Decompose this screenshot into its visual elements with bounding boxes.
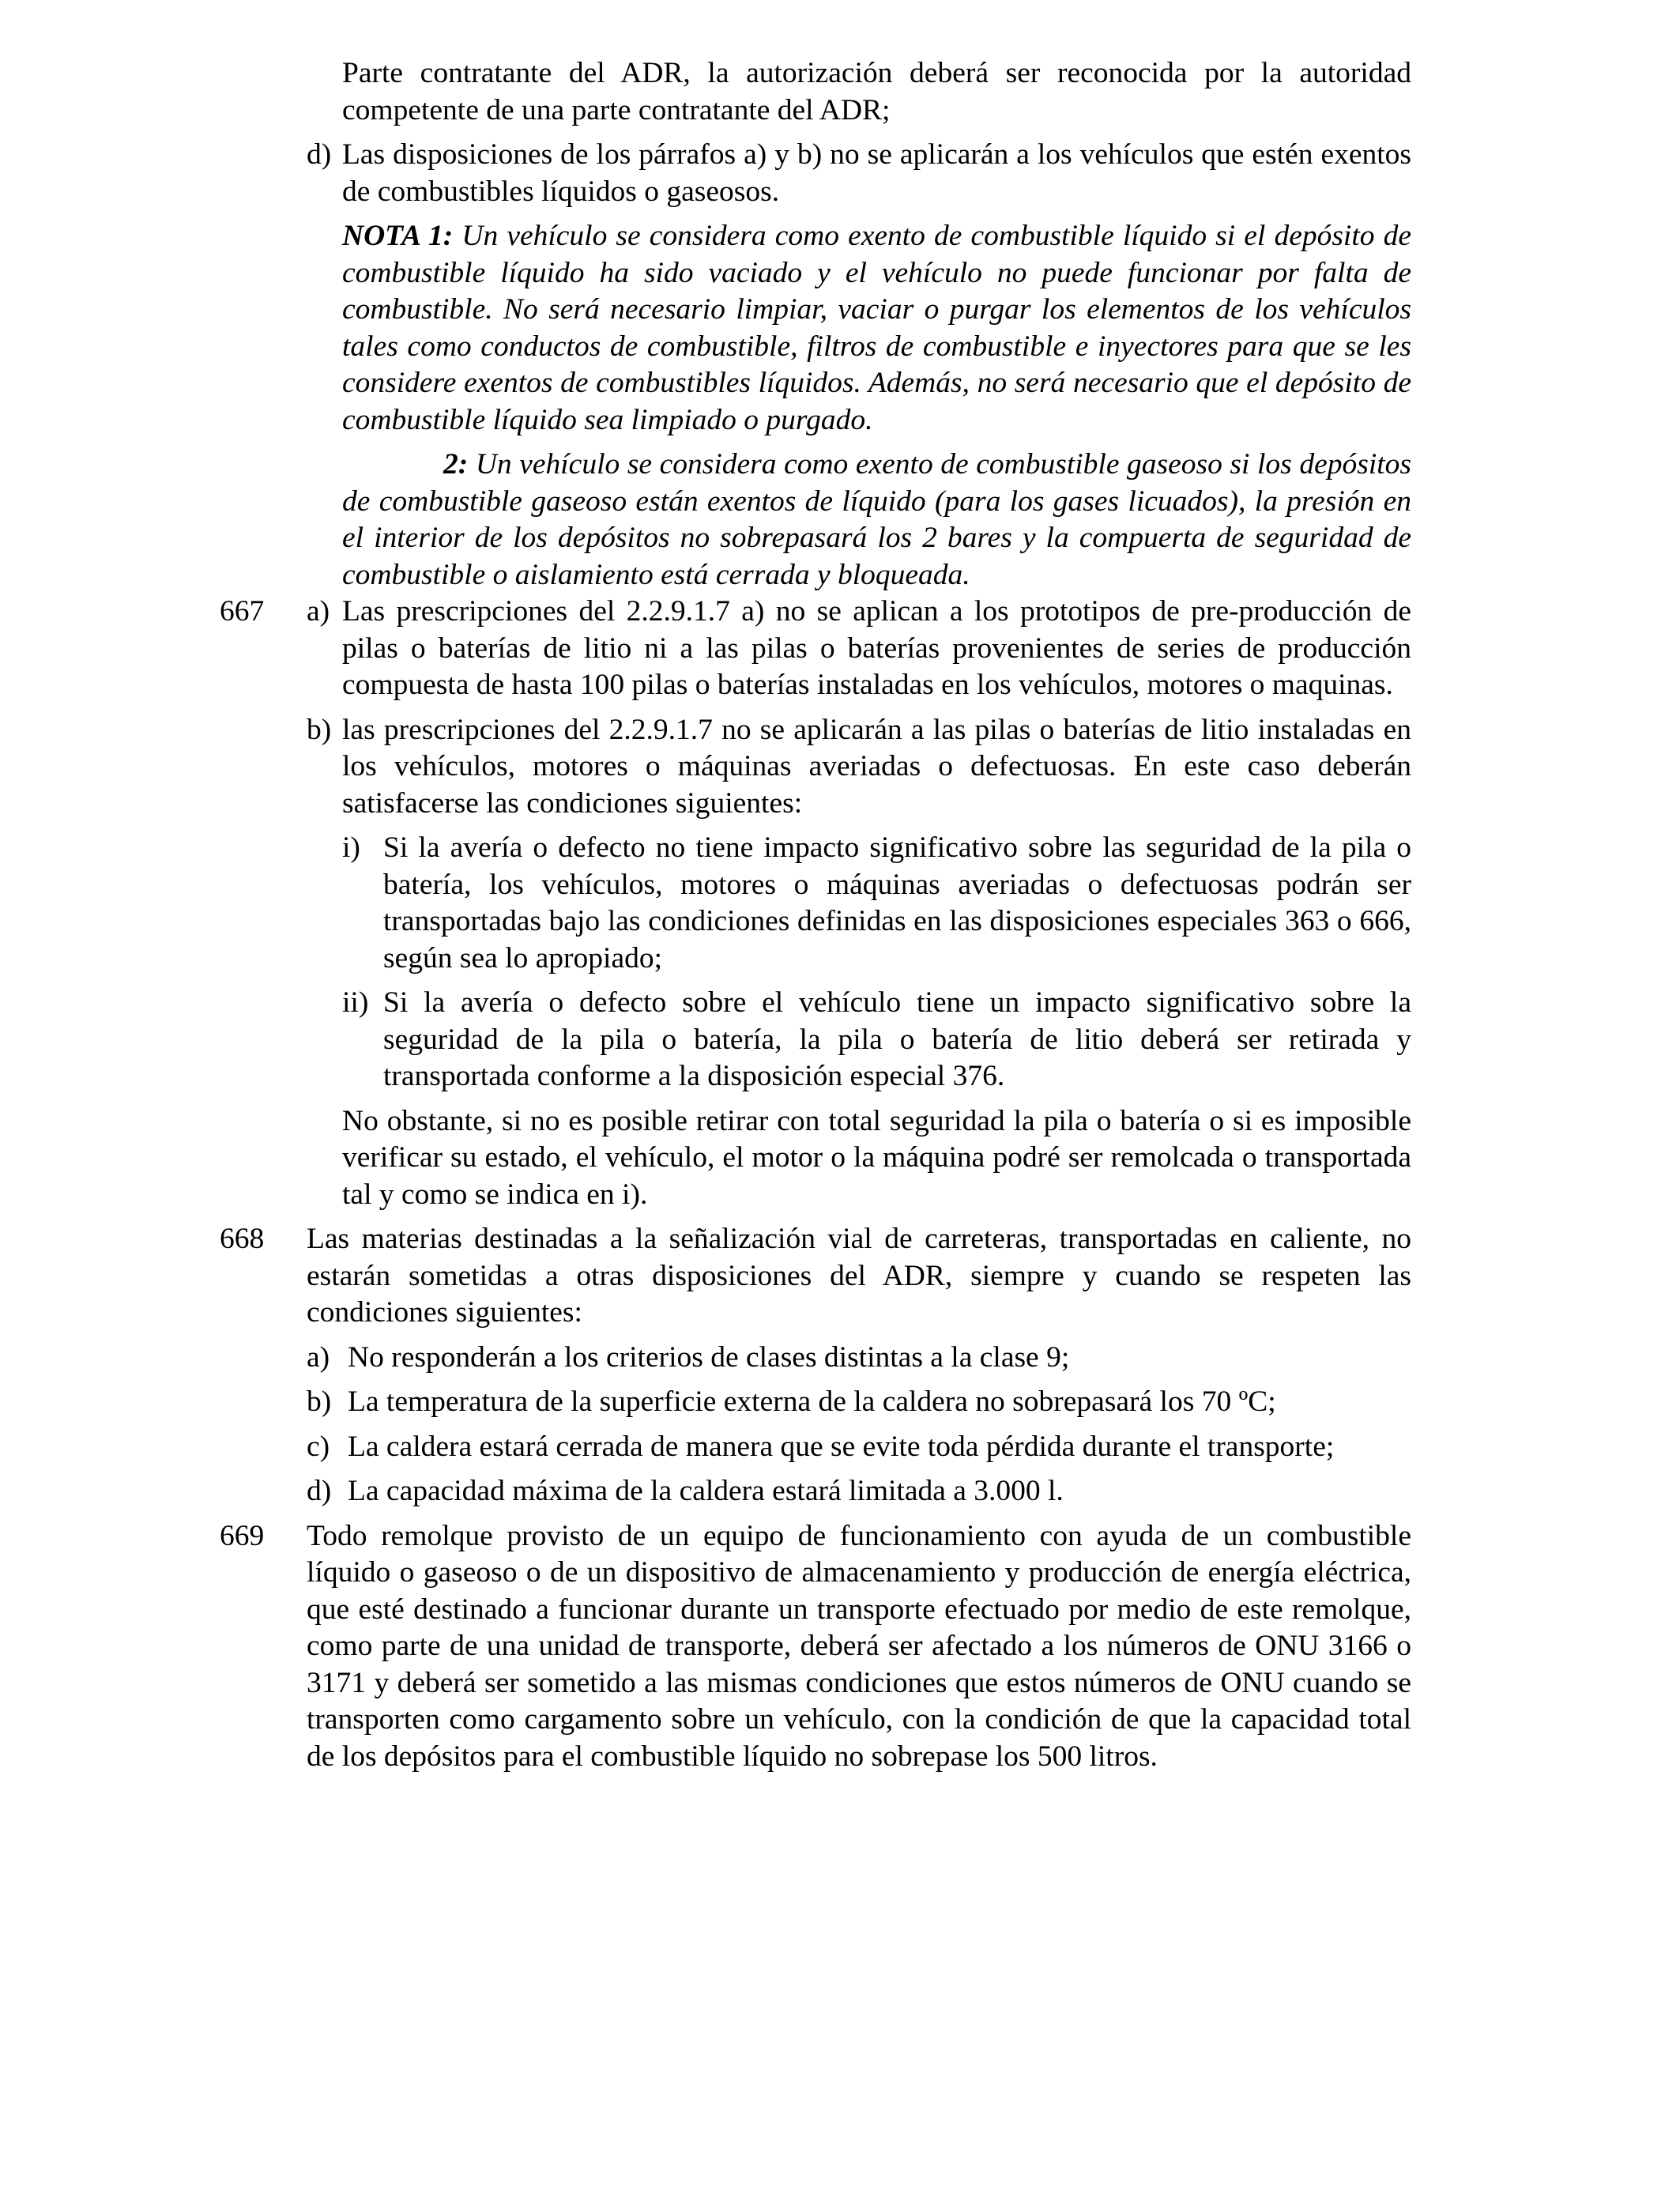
note-2 bbox=[342, 447, 1411, 594]
note-1 bbox=[342, 218, 1411, 439]
provision-668 bbox=[220, 1221, 1411, 1510]
provision-667-item-i-label: i) bbox=[342, 831, 360, 864]
provision-667-item-i bbox=[342, 830, 1411, 977]
note-1-text: Un vehículo se considera como exento de combustible líquido si el depósito de combustible líquido ha sido vaciado y el vehículo no puede funcionar por falta de combustible. No será necesario limpiar, vaciar o purgar los elementos de los vehículos tales como conductos de combustible, filtros de combustible e inyectores para que se les considere exentos de combustibles líquidos. Además, no será necesario que el depósito de combustible líquido sea limpiado o purgado. bbox=[342, 220, 1412, 436]
provision-669-number: 669 bbox=[220, 1519, 265, 1552]
provision-667-item-ii-text: Si la avería o defecto sobre el vehículo tiene un impacto significativo sobre la seguridad de la pila o batería, la pila o batería de litio deberá ser retirada y transportada conforme a la disposición especial 376. bbox=[383, 986, 1411, 1092]
provision-668-item-d-label: d) bbox=[307, 1475, 332, 1507]
item-d bbox=[307, 137, 1411, 210]
provision-668-item-c-text: La caldera estará cerrada de manera que se evite toda pérdida durante el transporte; bbox=[348, 1430, 1335, 1463]
provision-667-item-b-label: b) bbox=[307, 713, 332, 746]
provision-669-text: Todo remolque provisto de un equipo de funcionamiento con ayuda de un combustible líquido o gaseoso o de un dispositivo de almacenamiento y producción de energía eléctrica, que esté destinado a funcionar durante un transporte efectuado por medio de este remolque, como parte de una unidad de transporte, deberá ser afectado a los números de ONU 3166 o 3171 y deberá ser sometido a las mismas condiciones que estos números de ONU cuando se transporten como cargamento sobre un vehículo, con la condición de que la capacidad total de los depósitos para el combustible líquido no sobrepase los 500 litros. bbox=[307, 1519, 1411, 1773]
provision-668-item-a bbox=[307, 1340, 1411, 1377]
provision-668-text: Las materias destinadas a la señalización vial de carreteras, transportadas en caliente, no estarán sometidas a otras disposiciones del ADR, siempre y cuando se respeten las condiciones siguientes: bbox=[307, 1223, 1411, 1329]
provision-667-item-a-label: a) bbox=[307, 595, 330, 628]
provision-667-closing: No obstante, si no es posible retirar con total seguridad la pila o batería o si es imposible verificar su estado, el vehículo, el motor o la máquina podré ser remolcada o transportada tal y como se indica en i). bbox=[342, 1104, 1411, 1211]
provision-668-item-b-label: b) bbox=[307, 1385, 332, 1418]
provision-667-item-b-text: las prescripciones del 2.2.9.1.7 no se aplicarán a las pilas o baterías de litio instaladas en los vehículos, motores o máquinas averiadas o defectuosas. En este caso deberán satisfacerse las condiciones siguientes: bbox=[342, 713, 1411, 820]
provision-667-item-b bbox=[307, 712, 1411, 823]
note-1-label: NOTA 1: bbox=[342, 220, 454, 252]
provision-667-item-a-text: Las prescripciones del 2.2.9.1.7 a) no se aplican a los prototipos de pre-producción de pilas o baterías de litio ni a las pilas o baterías provenientes de series de producción compuesta de hasta 100 pilas o baterías instaladas en los vehículos, motores o maquinas. bbox=[342, 595, 1411, 701]
provision-668-item-c-label: c) bbox=[307, 1430, 330, 1463]
item-d-text: Las disposiciones de los párrafos a) y b) no se aplicarán a los vehículos que estén exentos de combustibles líquidos o gaseosos. bbox=[342, 138, 1411, 208]
provision-668-item-d bbox=[307, 1473, 1411, 1510]
provision-668-item-b-text: La temperatura de la superficie externa de la caldera no sobrepasará los 70 ºC; bbox=[348, 1385, 1276, 1418]
provision-668-item-d-text: La capacidad máxima de la caldera estará limitada a 3.000 l. bbox=[348, 1475, 1064, 1507]
provision-667-number: 667 bbox=[220, 595, 265, 628]
provision-668-item-a-text: No responderán a los criterios de clases distintas a la clase 9; bbox=[348, 1340, 1070, 1374]
item-d-label: d) bbox=[307, 138, 332, 171]
note-2-label: 2: bbox=[443, 448, 469, 481]
continuation-block bbox=[220, 55, 1411, 594]
intro-paragraph: Parte contratante del ADR, la autorización deberá ser reconocida por la autoridad competente de una parte contratante del ADR; bbox=[342, 57, 1411, 126]
provision-668-number: 668 bbox=[220, 1223, 265, 1255]
document-page bbox=[220, 55, 1411, 1775]
provision-668-item-b bbox=[307, 1384, 1411, 1421]
note-2-text: Un vehículo se considera como exento de combustible gaseoso si los depósitos de combustible gaseoso están exentos de líquido (para los gases licuados), la presión en el interior de los depósitos no sobrepasará los 2 bares y la compuerta de seguridad de combustible o aislamiento está cerrada y bloqueada. bbox=[342, 448, 1412, 591]
provision-667 bbox=[220, 594, 1411, 1213]
provision-667-item-ii bbox=[342, 985, 1411, 1095]
provision-667-item-ii-label: ii) bbox=[342, 986, 369, 1019]
provision-668-item-c bbox=[307, 1429, 1411, 1466]
provision-669 bbox=[220, 1518, 1411, 1776]
provision-668-item-a-label: a) bbox=[307, 1340, 330, 1374]
provision-667-item-i-text: Si la avería o defecto no tiene impacto significativo sobre las seguridad de la pila o batería, los vehículos, motores o máquinas averiadas o defectuosas podrán ser transportadas bajo las condiciones definidas en las disposiciones especiales 363 o 666, según sea lo apropiado; bbox=[383, 831, 1411, 974]
provision-667-item-a bbox=[307, 594, 1411, 704]
